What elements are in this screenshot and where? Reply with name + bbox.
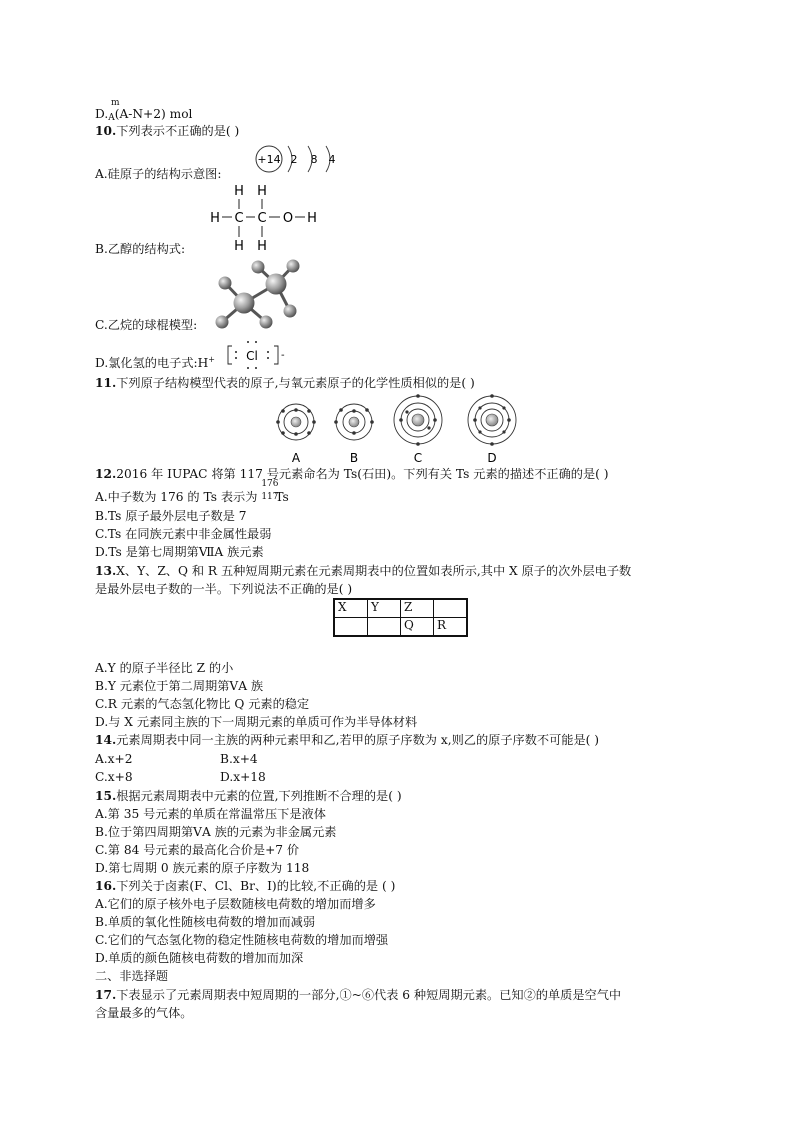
shell-electron-count: 4 bbox=[328, 153, 336, 166]
hydrogen-atom: H bbox=[234, 184, 244, 199]
charge-sign: + bbox=[208, 355, 215, 364]
shell-electron-count: 2 bbox=[290, 153, 298, 166]
model-label: C bbox=[413, 451, 423, 465]
q12-option-d: D.Ts 是第七周期第ⅦA 族元素 bbox=[95, 545, 264, 559]
hydrogen-atom: H bbox=[307, 211, 317, 226]
q13-option-c: C.R 元素的气态氢化物比 Q 元素的稳定 bbox=[95, 697, 310, 711]
model-label: A bbox=[291, 451, 301, 465]
q17-stem-line1 bbox=[95, 988, 621, 1003]
hydrogen-ball bbox=[252, 261, 265, 274]
section-heading: 二、非选择题 bbox=[95, 969, 169, 983]
model-label: D bbox=[487, 451, 497, 465]
hydrogen-ball bbox=[260, 316, 273, 329]
table-cell bbox=[434, 599, 468, 618]
atom-model-d bbox=[468, 394, 516, 446]
fraction-denominator: A bbox=[108, 113, 115, 123]
q14-option-a: A.x+2 bbox=[95, 752, 133, 766]
option-text: (A-N+2) mol bbox=[114, 107, 193, 121]
table-cell: Q bbox=[401, 618, 434, 637]
right-bracket bbox=[274, 346, 278, 364]
q15-option-a: A.第 35 号元素的单质在常温常压下是液体 bbox=[95, 807, 326, 821]
ethane-ball-and-stick-model bbox=[212, 256, 304, 330]
table-row bbox=[334, 599, 467, 618]
question-text: 下表显示了元素周期表中短周期的一部分,①~⑥代表 6 种短周期元素。已知②的单质是空气中 bbox=[116, 988, 622, 1002]
atomic-models-figure bbox=[270, 390, 540, 466]
q14-stem bbox=[95, 733, 599, 748]
q17-stem-line2: 含量最多的气体。 bbox=[95, 1006, 193, 1020]
q16-option-c: C.它们的气态氢化物的稳定性随核电荷数的增加而增强 bbox=[95, 933, 389, 947]
table-cell: Z bbox=[401, 599, 434, 618]
question-text: 根据元素周期表中元素的位置,下列推断不合理的是( ) bbox=[116, 789, 402, 803]
q11-stem bbox=[95, 376, 475, 391]
question-text: 下列表示不正确的是( ) bbox=[116, 124, 240, 138]
carbon-ball bbox=[234, 293, 255, 314]
question-number: 16. bbox=[95, 879, 117, 893]
q10-option-c: C.乙烷的球棍模型: bbox=[95, 318, 198, 332]
q16-option-a: A.它们的原子核外电子层数随核电荷数的增加而增多 bbox=[95, 897, 376, 911]
atom-model-c bbox=[394, 394, 442, 446]
q12-option-c: C.Ts 在同族元素中非金属性最弱 bbox=[95, 527, 272, 541]
chlorine-symbol: Cl bbox=[246, 349, 258, 363]
option-prefix: D. bbox=[95, 107, 109, 121]
nuclide-notation bbox=[261, 479, 279, 505]
question-number: 11. bbox=[95, 376, 117, 390]
q15-stem bbox=[95, 789, 402, 804]
question-text: X、Y、Z、Q 和 R 五种短周期元素在元素周期表中的位置如表所示,其中 X 原子的次外层电子数 bbox=[116, 564, 632, 578]
carbon-atom: C bbox=[234, 211, 244, 226]
q14-option-d: D.x+18 bbox=[220, 770, 266, 784]
q12-option-b: B.Ts 原子最外层电子数是 7 bbox=[95, 509, 247, 523]
oxygen-atom: O bbox=[282, 211, 294, 226]
table-row bbox=[334, 618, 467, 637]
atomic-number: 117 bbox=[261, 492, 279, 502]
left-bracket bbox=[228, 346, 232, 364]
charge-sign: - bbox=[281, 350, 285, 361]
q16-option-b: B.单质的氧化性随核电荷数的增加而减弱 bbox=[95, 915, 316, 929]
nucleus-charge: +14 bbox=[257, 153, 281, 166]
q16-option-d: D.单质的颜色随核电荷数的增加而加深 bbox=[95, 951, 304, 965]
q13-stem-line2: 是最外层电子数的一半。下列说法不正确的是( ) bbox=[95, 582, 353, 596]
q15-option-b: B.位于第四周期第ⅤA 族的元素为非金属元素 bbox=[95, 825, 337, 839]
hydrogen-atom: H bbox=[257, 184, 267, 199]
q14-option-c: C.x+8 bbox=[95, 770, 133, 784]
q15-option-c: C.第 84 号元素的最高化合价是+7 价 bbox=[95, 843, 300, 857]
hydrogen-ball bbox=[287, 260, 300, 273]
fraction-numerator: m bbox=[111, 98, 120, 108]
question-text: 下列原子结构模型代表的原子,与氧元素原子的化学性质相似的是( ) bbox=[116, 376, 475, 390]
hydrogen-ball bbox=[216, 316, 229, 329]
ethanol-structural-formula bbox=[205, 180, 325, 256]
hydrogen-ball bbox=[219, 277, 232, 290]
element-symbol: Ts bbox=[275, 490, 289, 504]
question-number: 17. bbox=[95, 988, 117, 1002]
q10-stem bbox=[95, 124, 239, 139]
atom-model-a bbox=[276, 404, 316, 440]
q10-option-a: A.硅原子的结构示意图: bbox=[95, 167, 222, 181]
q13-option-b: B.Y 元素位于第二周期第ⅤA 族 bbox=[95, 679, 264, 693]
question-text: 元素周期表中同一主族的两种元素甲和乙,若甲的原子序数为 x,则乙的原子序数不可能是( ) bbox=[116, 733, 600, 747]
q15-option-d: D.第七周期 0 族元素的原子序数为 118 bbox=[95, 861, 310, 875]
q12-option-a bbox=[95, 479, 289, 505]
q13-option-a: A.Y 的原子半径比 Z 的小 bbox=[95, 661, 234, 675]
q16-stem bbox=[95, 879, 395, 894]
q13-option-d: D.与 X 元素同主族的下一周期元素的单质可作为半导体材料 bbox=[95, 715, 418, 729]
atom-model-b bbox=[334, 404, 374, 440]
q10-option-d bbox=[95, 352, 215, 371]
option-text: D.氯化氢的电子式:H bbox=[95, 356, 209, 371]
option-text: A.中子数为 176 的 Ts 表示为 bbox=[95, 490, 258, 504]
question-number: 13. bbox=[95, 564, 117, 578]
hydrogen-ball bbox=[284, 305, 297, 318]
table-cell: X bbox=[334, 599, 368, 618]
question-number: 14. bbox=[95, 733, 117, 747]
question-number: 12. bbox=[95, 467, 117, 481]
table-cell bbox=[368, 618, 401, 637]
table-cell: R bbox=[434, 618, 468, 637]
mass-number: 176 bbox=[261, 479, 279, 489]
question-number: 10. bbox=[95, 124, 117, 138]
shell-electron-count: 8 bbox=[310, 153, 318, 166]
hydrogen-atom: H bbox=[210, 211, 220, 226]
silicon-atom-structure-diagram bbox=[250, 142, 340, 176]
hcl-electron-dot-formula bbox=[224, 338, 290, 370]
carbon-ball bbox=[266, 274, 287, 295]
carbon-atom: C bbox=[257, 211, 267, 226]
question-number: 15. bbox=[95, 789, 117, 803]
question-text: 2016 年 IUPAC 将第 117 号元素命名为 Ts(石田)。下列有关 Ts 元素的描述不正确的是( ) bbox=[116, 467, 609, 481]
table-cell bbox=[334, 618, 368, 637]
q12-stem bbox=[95, 467, 609, 482]
q10-option-b: B.乙醇的结构式: bbox=[95, 242, 186, 256]
q13-stem-line1 bbox=[95, 564, 631, 579]
model-label: B bbox=[349, 451, 359, 465]
periodic-table-fragment bbox=[333, 598, 468, 637]
hydrogen-atom: H bbox=[257, 239, 267, 254]
table-cell: Y bbox=[368, 599, 401, 618]
hydrogen-atom: H bbox=[234, 239, 244, 254]
question-text: 下列关于卤素(F、Cl、Br、I)的比较,不正确的是 ( ) bbox=[116, 879, 396, 893]
q14-option-b: B.x+4 bbox=[220, 752, 258, 766]
